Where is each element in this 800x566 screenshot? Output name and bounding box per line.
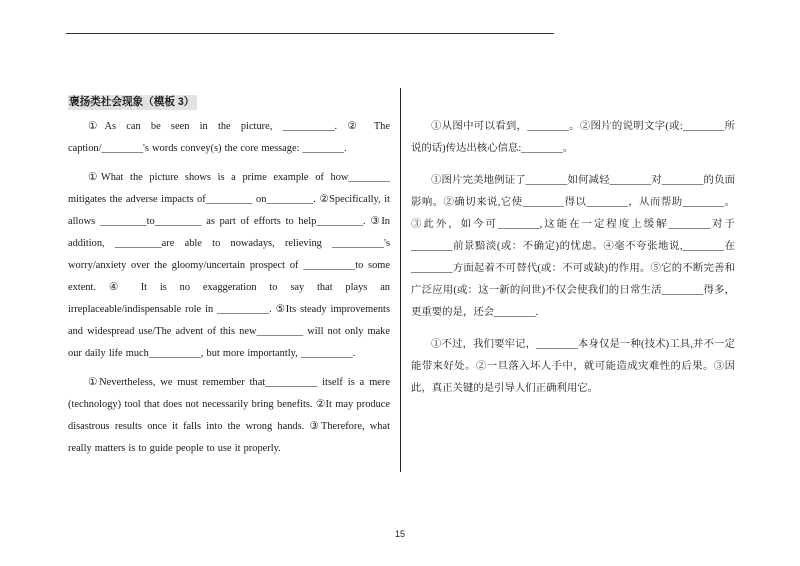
chinese-paragraph-1: ①从图中可以看到，________。②图片的说明文字(或:________所说的话)传达出核心信息:________。 xyxy=(411,121,735,154)
section-title: 褒扬类社会现象（模板 3） xyxy=(68,95,197,110)
page-number: 15 xyxy=(394,529,405,539)
chinese-paragraph-2: ①图片完美地例证了________如何减轻________对________的负面影响。②确切来说,它使________得以________，从而帮助________。③此外，如今可________,这能在一定程度上缓解________对于________前景黯淡(或：不确定)的忧虑。④毫不夸张地说,________在________方面起着不可替代(或：不可或缺)的作用。⑤它的不断完善和广泛应用(或：这一新的问世)不仅会使我们的日常生活________得多，更重要的是，还会________. xyxy=(411,175,735,318)
chinese-paragraph-3: ①不过，我们要牢记，________本身仅是一种(技术)工具,并不一定能带来好处。②一旦落入坏人手中，就可能造成灾难性的后果。③因此，真正关键的是引导人们正确利用它。 xyxy=(411,339,735,394)
english-paragraph-1: ①As can be seen in the picture, __________. ② The caption/________'s words convey(s) the core message: ________. xyxy=(68,121,390,154)
english-paragraph-2: ①What the picture shows is a prime example of how________ mitigates the adverse impacts of_________ on_________. ②Specifically, it allows _________to_________ as part of efforts to help_________. ③In addition, _________are able to nowadays, relieving __________'s worry/anxiety over the gloomy/uncertain prospect of __________to some extent. ④ It is no exaggeration to say that plays an irreplaceable/indispensable role in __________. ⑤Its steady improvements and widespread use/The advent of this new_________ will not only make our daily life much__________, but more importantly, __________. xyxy=(68,172,390,359)
english-column xyxy=(68,92,390,467)
column-divider xyxy=(400,88,401,472)
chinese-column xyxy=(411,116,735,410)
top-rule xyxy=(66,33,554,34)
english-paragraph-3: ①Nevertheless, we must remember that__________ itself is a mere (technology) tool that does not necessarily bring benefits. ②It may produce disastrous results once it falls into the wrong hands. ③Therefore, what really matters is to guide people to use it properly. xyxy=(68,377,390,454)
